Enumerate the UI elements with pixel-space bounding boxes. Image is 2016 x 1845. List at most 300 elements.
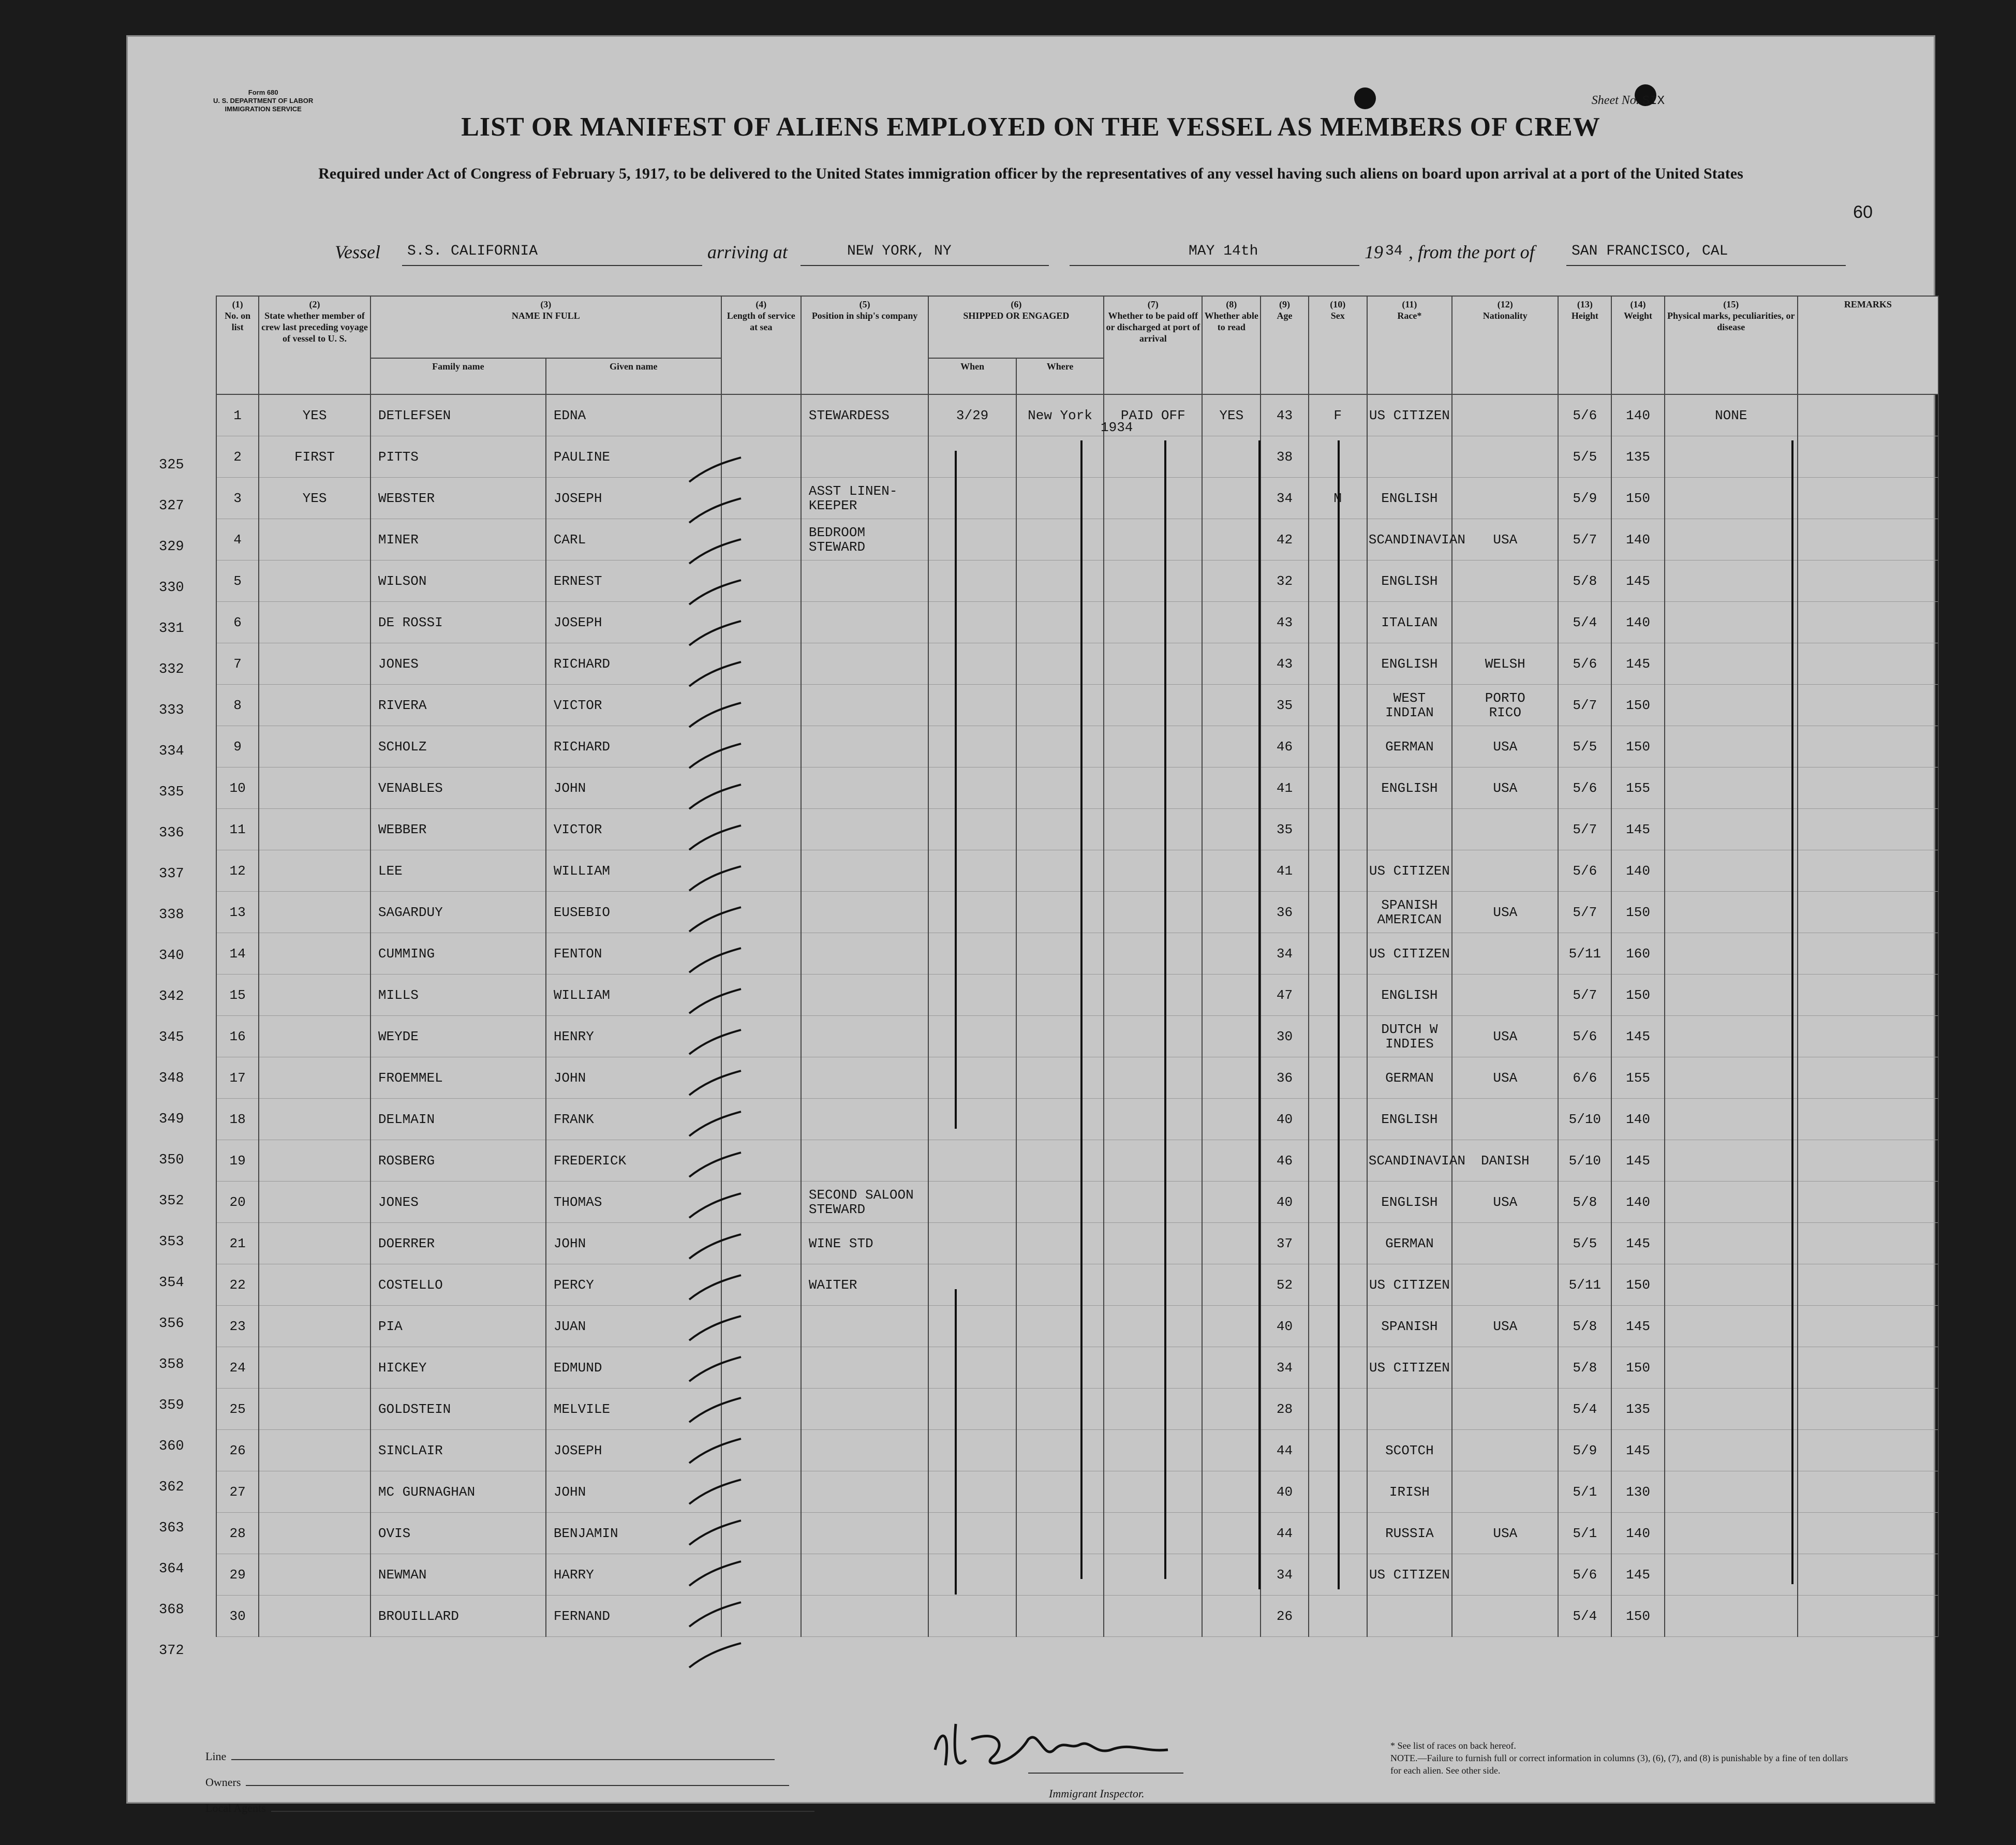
cell-age: 41: [1261, 767, 1308, 809]
cell-weight: 145: [1611, 809, 1665, 850]
sequence-number: 362: [159, 1480, 184, 1495]
cell-position: [801, 1306, 929, 1347]
sequence-number: 335: [159, 785, 184, 800]
cell-remarks: [1798, 1182, 1938, 1223]
table-row: [216, 1347, 1938, 1389]
header-remarks: REMARKS: [1798, 296, 1938, 394]
cell-weight: 145: [1611, 1016, 1665, 1057]
cell-sex: F: [1309, 394, 1367, 436]
cell-nationality: USA: [1452, 767, 1558, 809]
cell-position: [801, 933, 929, 975]
cell-family: MILLS: [370, 975, 546, 1016]
local-agents-label: Local Agents: [205, 1802, 266, 1814]
sequence-number: 331: [159, 621, 184, 637]
cell-family: DOERRER: [370, 1223, 546, 1264]
table-row: [216, 933, 1938, 975]
cell-prev: [259, 602, 370, 643]
sequence-number: 342: [159, 989, 184, 1005]
cell-position: [801, 1099, 929, 1140]
cell-when: [928, 1099, 1016, 1140]
cell-weight: 145: [1611, 560, 1665, 602]
cell-nationality: WELSH: [1452, 643, 1558, 685]
header-no-on-list: (1) No. on list: [216, 296, 259, 394]
cell-weight: 150: [1611, 1347, 1665, 1389]
cell-age: 46: [1261, 726, 1308, 767]
cell-paid: [1104, 685, 1202, 726]
cell-age: 44: [1261, 1513, 1308, 1554]
cell-marks: [1665, 1140, 1798, 1182]
cell-prev: [259, 892, 370, 933]
cell-when: [928, 1513, 1016, 1554]
cell-nationality: USA: [1452, 1182, 1558, 1223]
cell-weight: 140: [1611, 394, 1665, 436]
cell-where: [1016, 1596, 1104, 1637]
cell-prev: [259, 560, 370, 602]
cell-service-length: [721, 726, 801, 767]
cell-height: 5/11: [1558, 1264, 1611, 1306]
cell-position: [801, 975, 929, 1016]
cell-marks: [1665, 1223, 1798, 1264]
cell-when: [928, 1140, 1016, 1182]
footnote: [1390, 1739, 1856, 1777]
cell-paid: [1104, 726, 1202, 767]
sequence-number: 327: [159, 498, 184, 514]
cell-family: NEWMAN: [370, 1554, 546, 1596]
cell-remarks: [1798, 767, 1938, 809]
arrival-date: MAY 14th: [1189, 243, 1258, 259]
cell-sex: [1309, 436, 1367, 478]
cell-nationality: USA: [1452, 1057, 1558, 1099]
cell-weight: 145: [1611, 643, 1665, 685]
cell-remarks: [1798, 436, 1938, 478]
cell-race: US CITIZEN: [1367, 850, 1452, 892]
cell-read: [1202, 1264, 1261, 1306]
cell-age: 34: [1261, 1347, 1308, 1389]
cell-race: GERMAN: [1367, 1223, 1452, 1264]
cell-read: [1202, 1140, 1261, 1182]
cell-nationality: [1452, 394, 1558, 436]
cell-given: VICTOR: [546, 809, 721, 850]
cell-race: SPANISH: [1367, 1306, 1452, 1347]
table-row: [216, 478, 1938, 519]
cell-given: EUSEBIO: [546, 892, 721, 933]
cell-no: 12: [216, 850, 259, 892]
cell-age: 41: [1261, 850, 1308, 892]
cell-position: [801, 1016, 929, 1057]
cell-family: WEYDE: [370, 1016, 546, 1057]
cell-remarks: [1798, 1554, 1938, 1596]
footnote-penalty: NOTE.—Failure to furnish full or correct information in columns (3), (6), (7), and (8) is punishable by a fine of ten dollars for each alien. See other side.: [1390, 1753, 1848, 1776]
cell-prev: [259, 1306, 370, 1347]
punch-hole: [1354, 87, 1376, 109]
cell-family: MC GURNAGHAN: [370, 1471, 546, 1513]
cell-nationality: [1452, 933, 1558, 975]
cell-family: COSTELLO: [370, 1264, 546, 1306]
cell-prev: [259, 1554, 370, 1596]
cell-no: 25: [216, 1389, 259, 1430]
cell-family: WEBSTER: [370, 478, 546, 519]
cell-remarks: [1798, 1099, 1938, 1140]
cell-age: 34: [1261, 478, 1308, 519]
cell-age: 35: [1261, 685, 1308, 726]
cell-nationality: PORTO RICO: [1452, 685, 1558, 726]
cell-nationality: [1452, 1347, 1558, 1389]
cell-remarks: [1798, 726, 1938, 767]
cell-position: BEDROOM STEWARD: [801, 519, 929, 560]
cell-height: 5/4: [1558, 1596, 1611, 1637]
cell-when: [928, 1554, 1016, 1596]
cell-given: JUAN: [546, 1306, 721, 1347]
cell-read: [1202, 1347, 1261, 1389]
cell-sex: [1309, 1140, 1367, 1182]
cell-nationality: [1452, 560, 1558, 602]
cell-height: 5/9: [1558, 478, 1611, 519]
cell-no: 1: [216, 394, 259, 436]
cell-no: 3: [216, 478, 259, 519]
cell-race: GERMAN: [1367, 1057, 1452, 1099]
cell-read: [1202, 892, 1261, 933]
cell-where: [1016, 560, 1104, 602]
cell-service-length: [721, 1513, 801, 1554]
table-row: [216, 685, 1938, 726]
cell-paid: [1104, 850, 1202, 892]
sequence-number: 359: [159, 1398, 184, 1413]
cell-marks: [1665, 1430, 1798, 1471]
cell-when: [928, 726, 1016, 767]
cell-prev: [259, 1471, 370, 1513]
cell-prev: [259, 809, 370, 850]
cell-race: US CITIZEN: [1367, 1264, 1452, 1306]
table-row: [216, 1016, 1938, 1057]
cell-paid: PAID OFF: [1104, 394, 1202, 436]
cell-family: RIVERA: [370, 685, 546, 726]
cell-when: [928, 1264, 1016, 1306]
cell-family: DELMAIN: [370, 1099, 546, 1140]
cell-race: IRISH: [1367, 1471, 1452, 1513]
cell-race: [1367, 1596, 1452, 1637]
cell-position: [801, 602, 929, 643]
cell-family: PIA: [370, 1306, 546, 1347]
cell-no: 4: [216, 519, 259, 560]
cell-sex: [1309, 1347, 1367, 1389]
table-row: [216, 1223, 1938, 1264]
cell-sex: [1309, 850, 1367, 892]
cell-no: 14: [216, 933, 259, 975]
cell-read: [1202, 1554, 1261, 1596]
cell-age: 47: [1261, 975, 1308, 1016]
cell-paid: [1104, 643, 1202, 685]
cell-marks: [1665, 685, 1798, 726]
cell-height: 5/7: [1558, 892, 1611, 933]
cell-given: JOSEPH: [546, 478, 721, 519]
cell-where: [1016, 1554, 1104, 1596]
cell-weight: 145: [1611, 1140, 1665, 1182]
cell-when: [928, 1057, 1016, 1099]
cell-height: 5/6: [1558, 1554, 1611, 1596]
cell-paid: [1104, 1471, 1202, 1513]
table-row: [216, 643, 1938, 685]
form-service: IMMIGRATION SERVICE: [225, 105, 302, 113]
sequence-number: 363: [159, 1521, 184, 1536]
cell-nationality: [1452, 1223, 1558, 1264]
cell-read: [1202, 809, 1261, 850]
cell-service-length: [721, 1016, 801, 1057]
cell-paid: [1104, 560, 1202, 602]
cell-race: ENGLISH: [1367, 975, 1452, 1016]
cell-given: THOMAS: [546, 1182, 721, 1223]
cell-weight: 140: [1611, 1513, 1665, 1554]
header-when: When: [928, 358, 1016, 394]
cell-when: [928, 478, 1016, 519]
cell-sex: [1309, 560, 1367, 602]
sequence-number: 358: [159, 1357, 184, 1372]
sequence-number: 325: [159, 457, 184, 473]
cell-weight: 140: [1611, 1182, 1665, 1223]
cell-nationality: DANISH: [1452, 1140, 1558, 1182]
cell-sex: [1309, 975, 1367, 1016]
cell-weight: 155: [1611, 767, 1665, 809]
inspector-signature: [925, 1708, 1194, 1786]
cell-nationality: USA: [1452, 1306, 1558, 1347]
cell-position: [801, 1513, 929, 1554]
cell-weight: 135: [1611, 1389, 1665, 1430]
table-row: [216, 560, 1938, 602]
cell-given: HENRY: [546, 1016, 721, 1057]
sequence-number: 333: [159, 703, 184, 718]
cell-service-length: [721, 1430, 801, 1471]
cell-sex: [1309, 643, 1367, 685]
sequence-number: 334: [159, 744, 184, 759]
cell-paid: [1104, 602, 1202, 643]
cell-age: 46: [1261, 1140, 1308, 1182]
cell-remarks: [1798, 1471, 1938, 1513]
cell-no: 18: [216, 1099, 259, 1140]
cell-when: [928, 809, 1016, 850]
cell-when: [928, 643, 1016, 685]
cell-nationality: [1452, 436, 1558, 478]
sequence-number: 349: [159, 1112, 184, 1127]
crew-table: [216, 296, 1939, 1637]
table-row: [216, 1554, 1938, 1596]
cell-where: [1016, 1182, 1104, 1223]
cell-remarks: [1798, 1140, 1938, 1182]
service-stroke: [689, 1643, 741, 1667]
cell-height: 5/6: [1558, 767, 1611, 809]
cell-family: DETLEFSEN: [370, 394, 546, 436]
cell-height: 5/1: [1558, 1513, 1611, 1554]
cell-weight: 155: [1611, 1057, 1665, 1099]
cell-paid: [1104, 892, 1202, 933]
cell-weight: 145: [1611, 1223, 1665, 1264]
table-row: [216, 809, 1938, 850]
cell-nationality: USA: [1452, 1513, 1558, 1554]
cell-service-length: [721, 1389, 801, 1430]
cell-weight: 130: [1611, 1471, 1665, 1513]
cell-given: FERNAND: [546, 1596, 721, 1637]
cell-marks: [1665, 726, 1798, 767]
cell-prev: [259, 1223, 370, 1264]
cell-remarks: [1798, 1016, 1938, 1057]
cell-marks: [1665, 892, 1798, 933]
cell-where: New York: [1016, 394, 1104, 436]
cell-height: 5/4: [1558, 602, 1611, 643]
cell-remarks: [1798, 1264, 1938, 1306]
cell-family: BROUILLARD: [370, 1596, 546, 1637]
cell-given: JOHN: [546, 1057, 721, 1099]
cell-no: 29: [216, 1554, 259, 1596]
cell-remarks: [1798, 560, 1938, 602]
cell-read: [1202, 767, 1261, 809]
cell-marks: [1665, 1306, 1798, 1347]
cell-position: [801, 1140, 929, 1182]
cell-race: ITALIAN: [1367, 602, 1452, 643]
cell-sex: [1309, 809, 1367, 850]
cell-height: 5/5: [1558, 436, 1611, 478]
cell-race: DUTCH W INDIES: [1367, 1016, 1452, 1057]
cell-remarks: [1798, 1389, 1938, 1430]
cell-family: DE ROSSI: [370, 602, 546, 643]
table-row: [216, 767, 1938, 809]
cell-given: JOHN: [546, 1471, 721, 1513]
table-row: [216, 602, 1938, 643]
cell-no: 2: [216, 436, 259, 478]
cell-paid: [1104, 1306, 1202, 1347]
cell-service-length: [721, 643, 801, 685]
cell-age: 40: [1261, 1471, 1308, 1513]
cell-where: [1016, 1264, 1104, 1306]
cell-position: SECOND SALOON STEWARD: [801, 1182, 929, 1223]
cell-age: 42: [1261, 519, 1308, 560]
cell-read: [1202, 1223, 1261, 1264]
table-row: [216, 1471, 1938, 1513]
cell-remarks: [1798, 809, 1938, 850]
cell-marks: [1665, 519, 1798, 560]
cell-weight: 150: [1611, 1264, 1665, 1306]
cell-family: SAGARDUY: [370, 892, 546, 933]
cell-sex: [1309, 1264, 1367, 1306]
cell-race: SPANISH AMERICAN: [1367, 892, 1452, 933]
sequence-number: 337: [159, 866, 184, 882]
cell-position: STEWARDESS: [801, 394, 929, 436]
cell-paid: [1104, 1347, 1202, 1389]
form-number: Form 680: [248, 88, 278, 96]
cell-paid: [1104, 1430, 1202, 1471]
cell-marks: [1665, 933, 1798, 975]
cell-marks: [1665, 1182, 1798, 1223]
cell-remarks: [1798, 1306, 1938, 1347]
cell-race: ENGLISH: [1367, 1182, 1452, 1223]
cell-race: [1367, 1389, 1452, 1430]
cell-age: 40: [1261, 1099, 1308, 1140]
table-row: [216, 1513, 1938, 1554]
cell-position: WAITER: [801, 1264, 929, 1306]
cell-race: US CITIZEN: [1367, 394, 1452, 436]
cell-family: SCHOLZ: [370, 726, 546, 767]
cell-family: PITTS: [370, 436, 546, 478]
header-name-in-full: (3) NAME IN FULL: [370, 296, 721, 358]
cell-given: JOHN: [546, 767, 721, 809]
header-able-to-read: (8) Whether able to read: [1202, 296, 1261, 394]
sequence-number: 353: [159, 1234, 184, 1250]
cell-age: 36: [1261, 1057, 1308, 1099]
cell-where: [1016, 933, 1104, 975]
cell-sex: [1309, 892, 1367, 933]
cell-weight: 150: [1611, 1596, 1665, 1637]
vessel-line: [335, 241, 1846, 267]
cell-race: [1367, 436, 1452, 478]
line-label: Line: [205, 1750, 227, 1763]
cell-given: PERCY: [546, 1264, 721, 1306]
cell-paid: [1104, 1182, 1202, 1223]
vessel-name: S.S. CALIFORNIA: [407, 243, 538, 259]
cell-family: WILSON: [370, 560, 546, 602]
form-identifier: [213, 88, 313, 113]
cell-prev: [259, 1182, 370, 1223]
header-position: (5) Position in ship's company: [801, 296, 929, 394]
sequence-number: 350: [159, 1153, 184, 1168]
cell-marks: [1665, 643, 1798, 685]
cell-service-length: [721, 1182, 801, 1223]
cell-prev: [259, 726, 370, 767]
cell-service-length: [721, 436, 801, 478]
cell-paid: [1104, 1596, 1202, 1637]
cell-age: 43: [1261, 394, 1308, 436]
cell-read: [1202, 1596, 1261, 1637]
cell-race: [1367, 809, 1452, 850]
cell-height: 6/6: [1558, 1057, 1611, 1099]
cell-where: [1016, 1389, 1104, 1430]
cell-nationality: [1452, 1471, 1558, 1513]
header-race: (11) Race*: [1367, 296, 1452, 394]
cell-age: 35: [1261, 809, 1308, 850]
cell-nationality: USA: [1452, 519, 1558, 560]
cell-read: [1202, 519, 1261, 560]
cell-paid: [1104, 519, 1202, 560]
sequence-number: 356: [159, 1316, 184, 1332]
cell-where: [1016, 767, 1104, 809]
cell-sex: [1309, 933, 1367, 975]
cell-age: 26: [1261, 1596, 1308, 1637]
cell-read: [1202, 1182, 1261, 1223]
cell-race: US CITIZEN: [1367, 1554, 1452, 1596]
cell-age: 52: [1261, 1264, 1308, 1306]
cell-nationality: [1452, 1554, 1558, 1596]
sheet-number-value: SIX: [1642, 94, 1665, 108]
cell-when: 3/29: [928, 394, 1016, 436]
cell-where: [1016, 1140, 1104, 1182]
cell-where: [1016, 643, 1104, 685]
cell-when: [928, 1430, 1016, 1471]
cell-sex: [1309, 1389, 1367, 1430]
cell-remarks: [1798, 850, 1938, 892]
cell-marks: [1665, 1099, 1798, 1140]
cell-height: 5/9: [1558, 1430, 1611, 1471]
document-subtitle: Required under Act of Congress of February 5, 1917, to be delivered to the United States immigration officer by the representatives of any vessel having such aliens on board upon arrival at a port of the United States: [318, 165, 1743, 182]
cell-position: [801, 1430, 929, 1471]
table-row: [216, 975, 1938, 1016]
cell-read: [1202, 602, 1261, 643]
table-row: [216, 1099, 1938, 1140]
cell-no: 13: [216, 892, 259, 933]
cell-no: 6: [216, 602, 259, 643]
sequence-number: 345: [159, 1030, 184, 1045]
table-row: [216, 436, 1938, 478]
table-row: [216, 1057, 1938, 1099]
cell-paid: [1104, 767, 1202, 809]
cell-remarks: [1798, 394, 1938, 436]
cell-height: 5/7: [1558, 809, 1611, 850]
header-sex: (10) Sex: [1309, 296, 1367, 394]
